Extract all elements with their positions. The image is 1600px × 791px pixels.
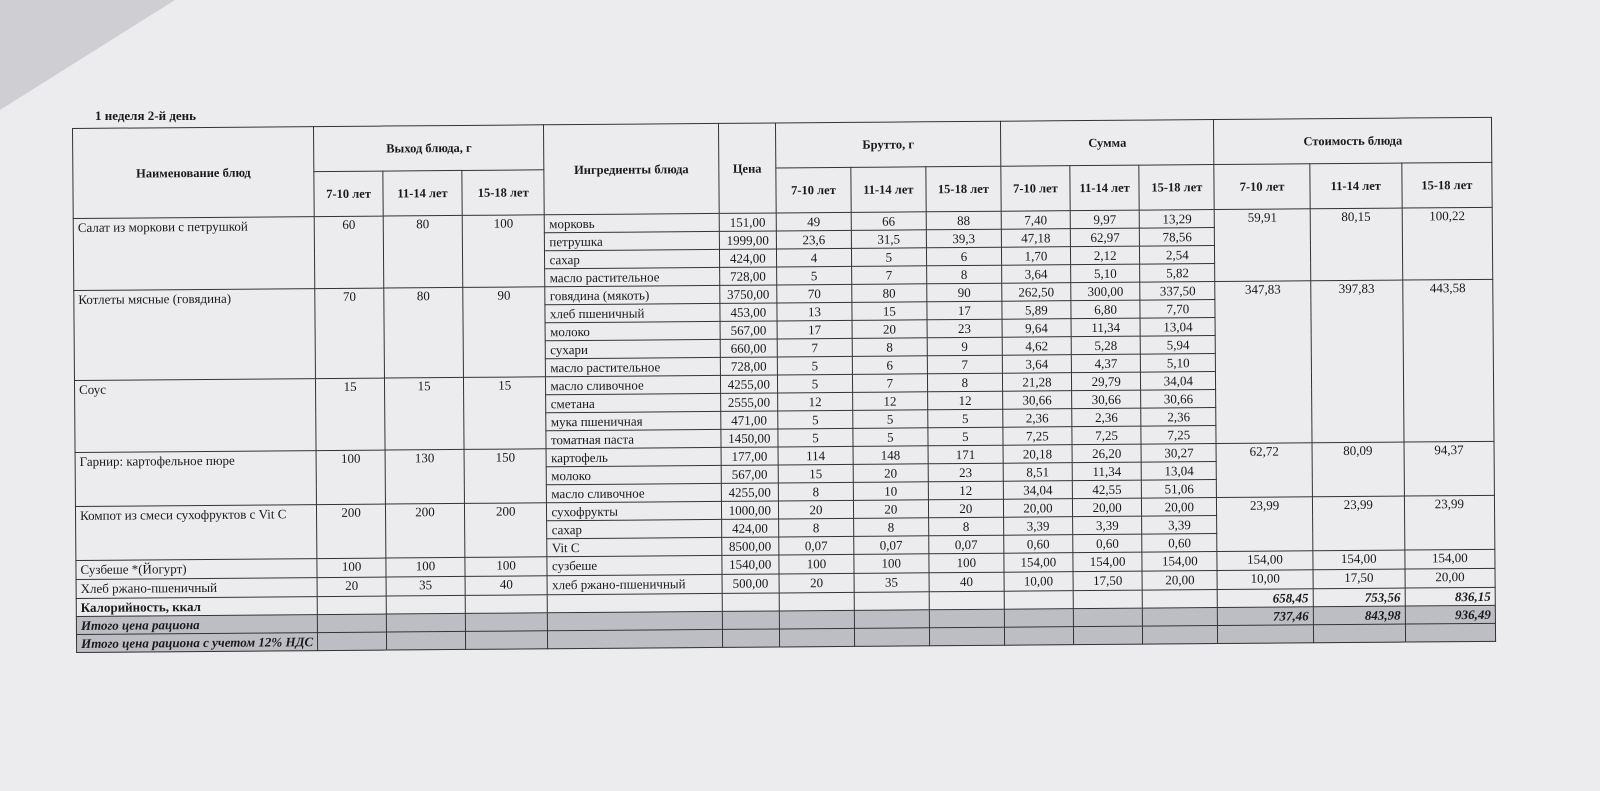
dish-yield: 90 bbox=[463, 287, 546, 378]
ingredient-price: 567,00 bbox=[721, 465, 779, 483]
total-label: Калорийность, ккал bbox=[76, 597, 317, 617]
ingredient-sum: 13,04 bbox=[1141, 462, 1216, 481]
dish-name: Салат из моркови с петрушкой bbox=[73, 217, 315, 291]
ingredient-brutto: 20 bbox=[779, 573, 854, 593]
header-yield-age2: 11-14 лет bbox=[383, 170, 462, 216]
ingredient-brutto: 49 bbox=[776, 212, 851, 231]
dish-name: Компот из смеси сухофруктов с Vit C bbox=[75, 505, 316, 561]
ingredient-brutto: 23,6 bbox=[776, 230, 851, 249]
empty-cell bbox=[1004, 627, 1073, 646]
dish-yield: 35 bbox=[386, 576, 465, 596]
dish-name: Соус bbox=[74, 379, 316, 453]
empty-cell bbox=[318, 632, 387, 651]
dish-cost: 23,99 bbox=[1217, 497, 1313, 552]
ingredient-sum: 2,12 bbox=[1070, 246, 1140, 265]
ingredient-sum: 47,18 bbox=[1001, 229, 1070, 248]
ingredient-brutto: 6 bbox=[852, 356, 927, 375]
ingredient-sum: 2,36 bbox=[1072, 408, 1142, 427]
ingredient-brutto: 0,07 bbox=[854, 536, 929, 555]
ingredient-brutto: 5 bbox=[778, 410, 853, 429]
ingredient-sum: 30,27 bbox=[1141, 444, 1216, 463]
ingredient-brutto: 5 bbox=[928, 409, 1003, 428]
empty-cell bbox=[465, 613, 548, 632]
ingredient-brutto: 23 bbox=[927, 319, 1002, 338]
ingredient-brutto: 114 bbox=[778, 446, 853, 465]
total-value bbox=[1313, 624, 1405, 643]
dish-yield: 80 bbox=[384, 287, 463, 378]
total-value bbox=[1405, 623, 1495, 642]
ingredient-sum: 7,40 bbox=[1001, 211, 1070, 230]
empty-cell bbox=[854, 610, 929, 629]
ingredient-name: масло сливочное bbox=[547, 483, 721, 502]
ingredient-sum: 6,80 bbox=[1071, 300, 1141, 319]
empty-cell bbox=[1142, 590, 1217, 609]
ingredient-brutto: 15 bbox=[778, 464, 853, 483]
ingredient-sum: 2,36 bbox=[1141, 408, 1216, 427]
ingredient-name: сузбеше bbox=[547, 555, 721, 575]
header-brutto-age1: 7-10 лет bbox=[776, 167, 851, 213]
ingredient-sum: 0,60 bbox=[1073, 534, 1143, 553]
ingredient-sum: 20,00 bbox=[1142, 571, 1217, 591]
ingredient-brutto: 7 bbox=[777, 338, 852, 357]
ingredient-sum: 5,10 bbox=[1071, 264, 1141, 283]
ingredient-brutto: 7 bbox=[851, 266, 926, 285]
ingredient-sum: 5,94 bbox=[1140, 336, 1215, 355]
header-sum: Сумма bbox=[1000, 120, 1214, 167]
ingredient-sum: 21,28 bbox=[1002, 373, 1071, 392]
ingredient-brutto: 12 bbox=[927, 391, 1002, 410]
ingredient-price: 4255,00 bbox=[721, 483, 779, 501]
dish-cost: 10,00 bbox=[1217, 570, 1313, 590]
ingredient-name: молоко bbox=[547, 465, 721, 484]
header-brutto-age3: 15-18 лет bbox=[926, 166, 1001, 212]
dish-name: Хлеб ржано-пшеничный bbox=[76, 578, 317, 599]
ingredient-brutto: 8 bbox=[926, 265, 1001, 284]
header-yield: Выход блюда, г bbox=[314, 125, 545, 172]
dish-yield: 15 bbox=[385, 377, 464, 450]
ingredient-brutto: 5 bbox=[928, 427, 1003, 446]
dish-cost: 100,22 bbox=[1402, 207, 1493, 280]
header-cost-age1: 7-10 лет bbox=[1214, 164, 1310, 210]
ingredient-brutto: 20 bbox=[852, 320, 927, 339]
ingredient-sum: 51,06 bbox=[1142, 480, 1217, 499]
dish-cost: 23,99 bbox=[1312, 496, 1404, 551]
ingredient-brutto: 20 bbox=[928, 499, 1003, 518]
dish-yield: 40 bbox=[465, 576, 548, 596]
ingredient-sum: 17,50 bbox=[1073, 571, 1143, 591]
ingredient-sum: 2,36 bbox=[1003, 409, 1072, 428]
ingredient-brutto: 100 bbox=[779, 554, 854, 574]
dish-yield: 100 bbox=[316, 450, 385, 505]
ingredient-brutto: 4 bbox=[777, 248, 852, 267]
total-label: Итого цена рациона bbox=[76, 615, 317, 635]
ingredient-sum: 30,66 bbox=[1072, 390, 1142, 409]
ingredient-sum: 7,25 bbox=[1141, 426, 1216, 445]
header-cost-age3: 15-18 лет bbox=[1402, 162, 1493, 208]
empty-cell bbox=[929, 627, 1004, 646]
dish-cost: 397,83 bbox=[1311, 280, 1404, 443]
ingredient-sum: 9,97 bbox=[1070, 210, 1140, 229]
ingredient-sum: 34,04 bbox=[1141, 372, 1216, 391]
ingredient-price: 660,00 bbox=[720, 339, 778, 357]
ingredient-brutto: 20 bbox=[853, 464, 928, 483]
ingredient-brutto: 66 bbox=[851, 212, 926, 231]
empty-cell bbox=[1143, 626, 1218, 645]
ingredient-sum: 5,10 bbox=[1141, 354, 1216, 373]
ingredient-brutto: 9 bbox=[927, 337, 1002, 356]
dish-yield: 100 bbox=[462, 215, 545, 288]
empty-cell bbox=[1073, 626, 1143, 645]
ingredient-sum: 62,97 bbox=[1070, 228, 1140, 247]
ingredient-name: томатная паста bbox=[546, 429, 720, 448]
total-value: 753,56 bbox=[1313, 588, 1405, 607]
empty-cell bbox=[929, 591, 1004, 610]
header-cost-age2: 11-14 лет bbox=[1310, 163, 1402, 209]
ingredient-brutto: 17 bbox=[927, 301, 1002, 320]
empty-cell bbox=[387, 631, 466, 650]
empty-cell bbox=[780, 628, 855, 647]
ingredient-price: 8500,00 bbox=[721, 537, 779, 555]
menu-table bbox=[72, 117, 1496, 653]
empty-cell bbox=[548, 629, 722, 648]
ingredient-name: масло растительное bbox=[545, 267, 719, 286]
dish-cost: 347,83 bbox=[1215, 281, 1312, 444]
ingredient-sum: 26,20 bbox=[1072, 444, 1142, 463]
ingredient-brutto: 70 bbox=[777, 284, 852, 303]
dish-yield: 200 bbox=[317, 504, 386, 559]
ingredient-price: 1999,00 bbox=[719, 231, 777, 249]
ingredient-name: сахар bbox=[547, 519, 721, 538]
dish-yield: 100 bbox=[386, 557, 465, 577]
empty-cell bbox=[1004, 609, 1073, 628]
empty-cell bbox=[1004, 591, 1073, 610]
ingredient-brutto: 8 bbox=[928, 517, 1003, 536]
total-value: 843,98 bbox=[1313, 606, 1405, 625]
ingredient-price: 567,00 bbox=[720, 321, 778, 339]
empty-cell bbox=[722, 629, 780, 647]
ingredient-brutto: 20 bbox=[853, 500, 928, 519]
ingredient-sum: 30,66 bbox=[1003, 391, 1072, 410]
ingredient-sum: 5,28 bbox=[1071, 336, 1141, 355]
ingredient-name: мука пшеничная bbox=[546, 411, 720, 430]
ingredient-sum: 3,39 bbox=[1142, 516, 1217, 535]
dish-yield: 200 bbox=[464, 503, 547, 558]
empty-cell bbox=[854, 592, 929, 611]
ingredient-brutto: 80 bbox=[852, 284, 927, 303]
ingredient-price: 1450,00 bbox=[720, 429, 778, 447]
ingredient-brutto: 35 bbox=[854, 573, 929, 593]
ingredient-name: сухари bbox=[546, 339, 720, 358]
ingredient-brutto: 12 bbox=[852, 392, 927, 411]
empty-cell bbox=[548, 611, 722, 630]
document-title: 1 неделя 2-й день bbox=[95, 108, 197, 123]
ingredient-sum: 3,64 bbox=[1002, 355, 1071, 374]
ingredient-sum: 0,60 bbox=[1004, 535, 1073, 554]
header-brutto: Брутто, г bbox=[776, 121, 1001, 168]
ingredient-brutto: 5 bbox=[777, 266, 852, 285]
ingredient-price: 177,00 bbox=[721, 447, 779, 465]
ingredient-name: петрушка bbox=[545, 231, 719, 250]
ingredient-brutto: 0,07 bbox=[929, 535, 1004, 554]
ingredient-sum: 3,64 bbox=[1002, 265, 1071, 284]
ingredient-brutto: 8 bbox=[779, 518, 854, 537]
ingredient-brutto: 8 bbox=[778, 482, 853, 501]
empty-cell bbox=[722, 593, 780, 611]
ingredient-name: хлеб ржано-пшеничный bbox=[548, 574, 722, 594]
ingredient-sum: 42,55 bbox=[1072, 480, 1142, 499]
ingredient-brutto: 5 bbox=[777, 356, 852, 375]
header-sum-age3: 15-18 лет bbox=[1139, 165, 1214, 211]
ingredient-sum: 13,04 bbox=[1140, 318, 1215, 337]
header-ingredients: Ингредиенты блюда bbox=[544, 123, 719, 214]
empty-cell bbox=[386, 613, 465, 632]
header-sum-age2: 11-14 лет bbox=[1070, 165, 1140, 211]
ingredient-sum: 2,54 bbox=[1140, 246, 1215, 265]
empty-cell bbox=[854, 628, 929, 647]
ingredient-name: сахар bbox=[545, 249, 719, 268]
dish-yield: 80 bbox=[383, 215, 462, 288]
ingredient-price: 1000,00 bbox=[721, 501, 779, 519]
dish-yield: 150 bbox=[464, 449, 547, 504]
ingredient-price: 471,00 bbox=[720, 411, 778, 429]
ingredient-brutto: 5 bbox=[778, 374, 853, 393]
ingredient-price: 4255,00 bbox=[720, 375, 778, 393]
dish-yield: 15 bbox=[316, 378, 386, 451]
ingredient-sum: 5,89 bbox=[1002, 301, 1071, 320]
dish-cost: 80,15 bbox=[1310, 208, 1403, 281]
ingredient-brutto: 13 bbox=[777, 302, 852, 321]
empty-cell bbox=[465, 595, 548, 614]
ingredient-brutto: 31,5 bbox=[851, 230, 926, 249]
ingredient-brutto: 5 bbox=[778, 428, 853, 447]
dish-cost: 62,72 bbox=[1216, 443, 1312, 498]
dish-cost: 154,00 bbox=[1217, 551, 1313, 571]
dish-name: Котлеты мясные (говядина) bbox=[74, 289, 316, 381]
ingredient-name: сухофрукты bbox=[547, 501, 721, 520]
ingredient-price: 728,00 bbox=[719, 267, 777, 285]
ingredient-sum: 29,79 bbox=[1071, 372, 1141, 391]
ingredient-brutto: 8 bbox=[927, 373, 1002, 392]
ingredient-sum: 4,37 bbox=[1071, 354, 1141, 373]
dish-cost: 20,00 bbox=[1405, 568, 1495, 588]
dish-name: Сузбеше *(Йогурт) bbox=[76, 559, 317, 580]
ingredient-sum: 78,56 bbox=[1140, 228, 1215, 247]
ingredient-brutto: 17 bbox=[777, 320, 852, 339]
ingredient-sum: 8,51 bbox=[1003, 463, 1072, 482]
ingredient-sum: 11,34 bbox=[1072, 462, 1142, 481]
empty-cell bbox=[1073, 590, 1143, 609]
ingredient-brutto: 40 bbox=[929, 572, 1004, 592]
ingredient-brutto: 5 bbox=[853, 428, 928, 447]
header-yield-age3: 15-18 лет bbox=[462, 170, 545, 216]
ingredient-brutto: 12 bbox=[778, 392, 853, 411]
ingredient-brutto: 6 bbox=[926, 247, 1001, 266]
total-value: 836,15 bbox=[1405, 587, 1495, 606]
ingredient-sum: 20,18 bbox=[1003, 445, 1072, 464]
empty-cell bbox=[929, 609, 1004, 628]
ingredient-sum: 154,00 bbox=[1004, 553, 1073, 573]
ingredient-price: 3750,00 bbox=[719, 285, 777, 303]
ingredient-sum: 34,04 bbox=[1003, 481, 1072, 500]
ingredient-sum: 7,25 bbox=[1072, 426, 1142, 445]
dish-yield: 15 bbox=[463, 377, 546, 450]
ingredient-name: хлеб пшеничный bbox=[545, 303, 719, 322]
dish-cost: 17,50 bbox=[1313, 569, 1405, 589]
ingredient-brutto: 171 bbox=[928, 445, 1003, 464]
dish-yield: 60 bbox=[314, 216, 384, 289]
total-value: 936,49 bbox=[1405, 605, 1495, 624]
dish-cost: 154,00 bbox=[1405, 549, 1495, 569]
ingredient-sum: 20,00 bbox=[1003, 499, 1072, 518]
empty-cell bbox=[722, 611, 780, 629]
ingredient-price: 151,00 bbox=[719, 213, 777, 231]
ingredient-brutto: 88 bbox=[926, 211, 1001, 230]
empty-cell bbox=[1073, 608, 1143, 627]
ingredient-name: масло растительное bbox=[546, 357, 720, 376]
header-cost: Стоимость блюда bbox=[1214, 117, 1492, 164]
ingredient-price: 424,00 bbox=[719, 249, 777, 267]
ingredient-sum: 3,39 bbox=[1073, 516, 1143, 535]
empty-cell bbox=[317, 596, 386, 615]
ingredient-name: масло сливочное bbox=[546, 375, 720, 394]
dish-yield: 100 bbox=[317, 558, 386, 578]
ingredient-sum: 7,25 bbox=[1003, 427, 1072, 446]
ingredient-sum: 300,00 bbox=[1071, 282, 1141, 301]
ingredient-brutto: 39,3 bbox=[926, 229, 1001, 248]
ingredient-brutto: 100 bbox=[929, 553, 1004, 573]
dish-cost: 154,00 bbox=[1313, 550, 1405, 570]
ingredient-brutto: 23 bbox=[928, 463, 1003, 482]
ingredient-sum: 5,82 bbox=[1140, 264, 1215, 283]
ingredient-brutto: 5 bbox=[853, 410, 928, 429]
ingredient-brutto: 8 bbox=[853, 518, 928, 537]
empty-cell bbox=[465, 631, 548, 650]
ingredient-brutto: 90 bbox=[927, 283, 1002, 302]
empty-cell bbox=[779, 592, 854, 611]
empty-cell bbox=[317, 614, 386, 633]
ingredient-price: 453,00 bbox=[719, 303, 777, 321]
total-label: Итого цена рациона с учетом 12% НДС bbox=[76, 633, 317, 653]
dish-cost: 80,09 bbox=[1312, 442, 1404, 497]
empty-cell bbox=[779, 610, 854, 629]
ingredient-brutto: 0,07 bbox=[779, 536, 854, 555]
ingredient-sum: 30,66 bbox=[1141, 390, 1216, 409]
dish-cost: 23,99 bbox=[1404, 495, 1495, 550]
total-value bbox=[1218, 625, 1314, 644]
ingredient-name: картофель bbox=[547, 447, 721, 466]
dish-yield: 100 bbox=[465, 557, 548, 577]
dish-yield: 20 bbox=[317, 577, 386, 597]
ingredient-sum: 262,50 bbox=[1002, 283, 1071, 302]
ingredient-sum: 10,00 bbox=[1004, 572, 1073, 592]
ingredient-brutto: 8 bbox=[852, 338, 927, 357]
header-price: Цена bbox=[718, 123, 776, 213]
ingredient-brutto: 20 bbox=[779, 500, 854, 519]
empty-cell bbox=[386, 595, 465, 614]
empty-cell bbox=[1143, 608, 1218, 627]
ingredient-brutto: 7 bbox=[927, 355, 1002, 374]
header-sum-age1: 7-10 лет bbox=[1001, 166, 1070, 212]
ingredient-name: морковь bbox=[545, 213, 719, 232]
dish-cost: 94,37 bbox=[1404, 441, 1495, 496]
header-dish-name: Наименование блюд bbox=[73, 127, 315, 219]
dish-cost: 59,91 bbox=[1215, 209, 1311, 282]
ingredient-name: говядина (мякоть) bbox=[545, 285, 719, 304]
ingredient-name: Vit C bbox=[547, 537, 721, 556]
ingredient-sum: 11,34 bbox=[1071, 318, 1141, 337]
ingredient-sum: 1,70 bbox=[1001, 247, 1070, 266]
dish-name: Гарнир: картофельное пюре bbox=[75, 451, 316, 507]
ingredient-price: 1540,00 bbox=[721, 555, 779, 574]
ingredient-sum: 337,50 bbox=[1140, 282, 1215, 301]
ingredient-brutto: 100 bbox=[854, 554, 929, 574]
ingredient-sum: 7,70 bbox=[1140, 300, 1215, 319]
ingredient-sum: 154,00 bbox=[1142, 552, 1217, 572]
header-brutto-age2: 11-14 лет bbox=[851, 167, 926, 213]
ingredient-price: 728,00 bbox=[720, 357, 778, 375]
ingredient-sum: 20,00 bbox=[1142, 498, 1217, 517]
ingredient-brutto: 148 bbox=[853, 446, 928, 465]
ingredient-name: сметана bbox=[546, 393, 720, 412]
ingredient-brutto: 5 bbox=[851, 248, 926, 267]
ingredient-sum: 13,29 bbox=[1140, 210, 1215, 229]
dish-yield: 130 bbox=[385, 449, 464, 504]
total-value: 737,46 bbox=[1218, 607, 1314, 626]
header-yield-age1: 7-10 лет bbox=[314, 171, 383, 217]
ingredient-sum: 3,39 bbox=[1003, 517, 1072, 536]
ingredient-name: молоко bbox=[546, 321, 720, 340]
total-value: 658,45 bbox=[1218, 589, 1314, 608]
ingredient-sum: 9,64 bbox=[1002, 319, 1071, 338]
ingredient-brutto: 7 bbox=[852, 374, 927, 393]
ingredient-brutto: 12 bbox=[928, 481, 1003, 500]
ingredient-brutto: 15 bbox=[852, 302, 927, 321]
ingredient-price: 500,00 bbox=[722, 574, 780, 593]
ingredient-sum: 20,00 bbox=[1072, 498, 1142, 517]
ingredient-brutto: 10 bbox=[853, 482, 928, 501]
dish-yield: 200 bbox=[386, 503, 465, 558]
empty-cell bbox=[548, 593, 722, 612]
menu-table-body bbox=[73, 207, 1495, 652]
ingredient-sum: 154,00 bbox=[1073, 552, 1143, 572]
ingredient-sum: 0,60 bbox=[1142, 534, 1217, 553]
ingredient-sum: 4,62 bbox=[1002, 337, 1071, 356]
dish-cost: 443,58 bbox=[1403, 279, 1495, 442]
ingredient-price: 424,00 bbox=[721, 519, 779, 537]
ingredient-price: 2555,00 bbox=[720, 393, 778, 411]
dish-yield: 70 bbox=[315, 288, 385, 379]
